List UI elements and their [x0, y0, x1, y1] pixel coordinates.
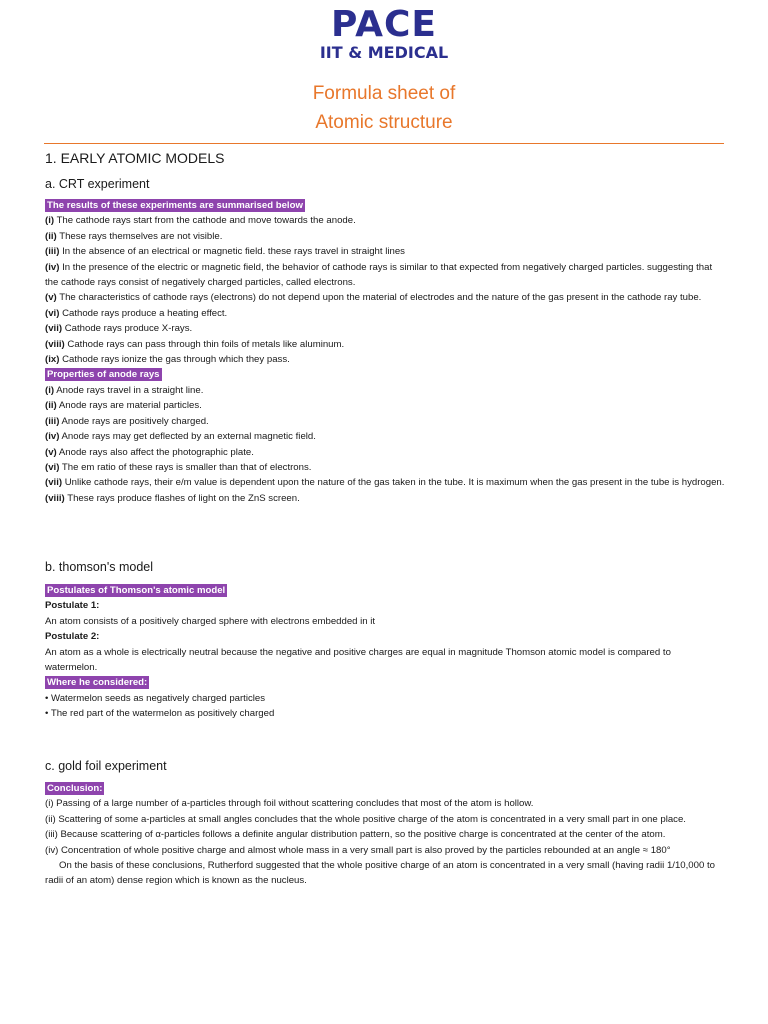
crt-content: [45, 198, 725, 506]
list-item: (ii) Anode rays are material particles.: [45, 400, 202, 412]
list-item: (ii) These rays themselves are not visible.: [45, 230, 223, 242]
list-item: (vi) Cathode rays produce a heating effect.: [45, 307, 228, 319]
list-item: (viii) These rays produce flashes of light on the ZnS screen.: [45, 492, 300, 504]
section-heading: 1. EARLY ATOMIC MODELS: [45, 150, 225, 166]
list-item: (iv) Anode rays may get deflected by an external magnetic field.: [45, 431, 316, 443]
list-item: (iii) Because scattering of α-particles follows a definite angular distribution pattern, so the positive charge is concentrated at the center of the atom.: [45, 829, 666, 841]
thomson-content: [45, 583, 725, 722]
list-item: (viii) Cathode rays can pass through thin foils of metals like aluminum.: [45, 338, 345, 350]
list-item: (iv) In the presence of the electric or magnetic field, the behavior of cathode rays is similar to that expected from negatively charged particles. suggesting that the cathode rays consist of negatively charged particles, called electrons.: [45, 261, 713, 289]
subsection-heading-thomson: b. thomson's model: [45, 560, 153, 574]
list-item: (iv) Concentration of whole positive charge and almost whole mass in a very small part is also proved by the particles rebounded at an angle ≈ 180°: [45, 844, 671, 856]
postulate-2-text: An atom as a whole is electrically neutral because the negative and positive charges are equal in magnitude Thomson atomic model is compared to watermelon.: [45, 646, 671, 674]
gold-foil-content: [45, 781, 725, 889]
page-title-line1: Formula sheet of: [312, 83, 456, 104]
list-item: (i) Anode rays travel in a straight line.: [45, 384, 204, 396]
list-item: • The red part of the watermelon as positively charged: [45, 708, 275, 720]
results-highlight: The results of these experiments are summarised below: [47, 200, 303, 211]
title-divider: [44, 143, 724, 144]
list-item: (i) Passing of a large number of a-particles through foil without scattering concludes that most of the atom is hollow.: [45, 798, 534, 810]
list-item: (vii) Unlike cathode rays, their e/m value is dependent upon the nature of the gas taken in the tube. It is maximum when the gas present in the tube is hydrogen.: [45, 477, 725, 489]
subsection-heading-gold-foil: c. gold foil experiment: [45, 759, 167, 773]
summary-paragraph: On the basis of these conclusions, Rutherford suggested that the whole positive charge of an atom is concentrated in a very small (having radii 1/10,000 to radii of an atom) dense region which is known as the nucleus.: [45, 860, 715, 887]
logo-name: PACE: [331, 4, 437, 45]
list-item: (ii) Scattering of some a-particles at small angles concludes that the whole positive charge of the atom is concentrated in a very small part in one place.: [45, 813, 686, 825]
list-item: (v) The characteristics of cathode rays (electrons) do not depend upon the material of electrodes and the nature of the gas present in the cathode ray tube.: [45, 292, 702, 304]
list-item: (iii) In the absence of an electrical or magnetic field. these rays travel in straight lines: [45, 246, 405, 258]
pace-logo: [0, 6, 768, 62]
logo-subtitle: IIT & MEDICAL: [319, 43, 449, 62]
conclusion-highlight: Conclusion:: [47, 783, 103, 794]
list-item: (iii) Anode rays are positively charged.: [45, 415, 209, 427]
postulate-2-label: Postulate 2:: [45, 631, 100, 643]
list-item: • Watermelon seeds as negatively charged particles: [45, 692, 266, 704]
anode-highlight: Properties of anode rays: [47, 369, 160, 381]
list-item: (vii) Cathode rays produce X-rays.: [45, 323, 193, 335]
postulate-1-label: Postulate 1:: [45, 600, 100, 612]
page-title-line2: Atomic structure: [315, 112, 453, 133]
list-item: (ix) Cathode rays ionize the gas through which they pass.: [45, 354, 290, 366]
list-item: (i) The cathode rays start from the cathode and move towards the anode.: [45, 215, 356, 227]
postulate-1-text: An atom consists of a positively charged sphere with electrons embedded in it: [45, 615, 376, 627]
subsection-heading-crt: a. CRT experiment: [45, 177, 150, 191]
list-item: (v) Anode rays also affect the photographic plate.: [45, 446, 254, 458]
list-item: (vi) The em ratio of these rays is smaller than that of electrons.: [45, 461, 312, 473]
considered-highlight: Where he considered:: [47, 677, 148, 689]
postulates-highlight: Postulates of Thomson's atomic model: [47, 585, 226, 596]
